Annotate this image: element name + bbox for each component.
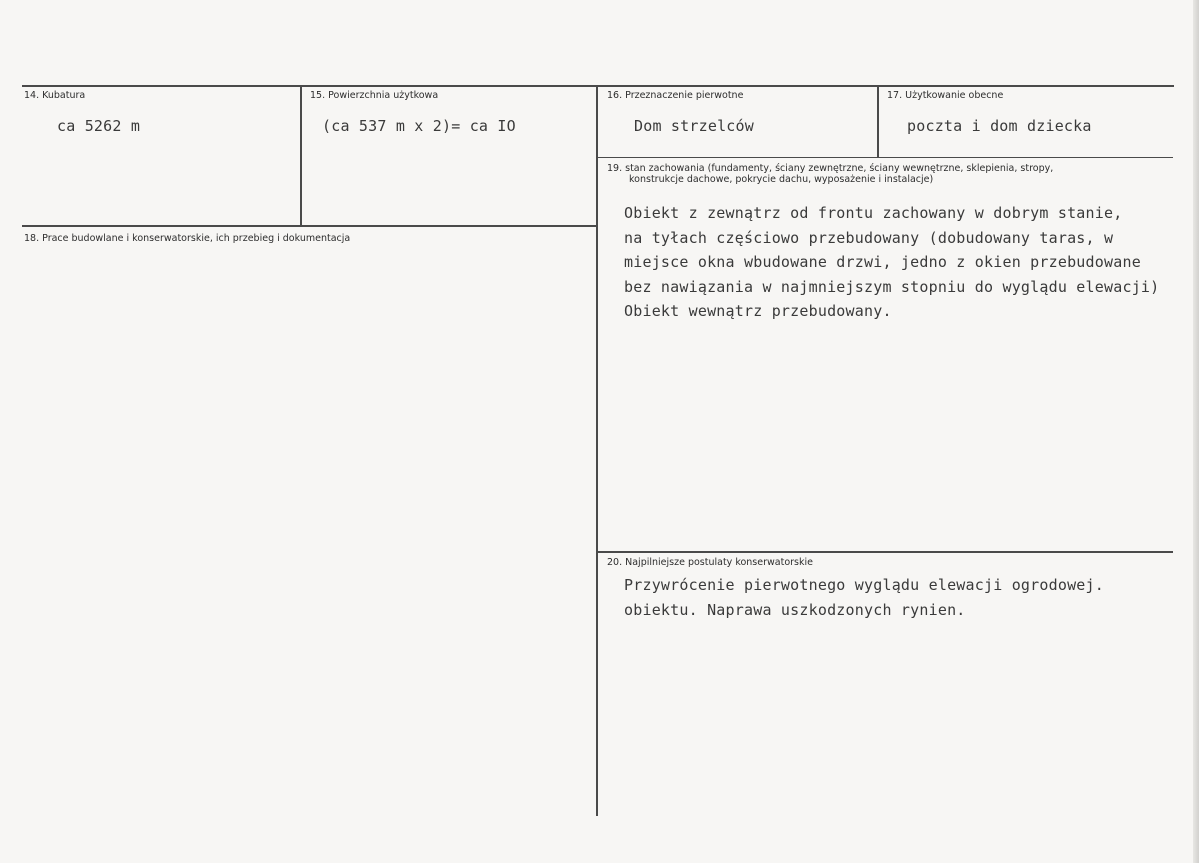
field-20-line: obiektu. Naprawa uszkodzonych rynien. [624,601,966,619]
field-19-line: Obiekt wewnątrz przebudowany. [624,302,892,320]
field-17-value: poczta i dom dziecka [907,117,1092,135]
field-15-label: 15. Powierzchnia użytkowa [310,90,439,101]
field-19-label-line1: 19. stan zachowania (fundamenty, ściany zewnętrzne, ściany wewnętrzne, sklepienia, stropy, [607,163,1054,174]
field-19-label-line2: konstrukcje dachowe, pokrycie dachu, wyposażenie i instalacje) [629,174,934,185]
field-20-line: Przywrócenie pierwotnego wyglądu elewacji ogrodowej. [624,576,1104,594]
divider-16-17 [877,86,879,158]
top-rule [22,85,1174,87]
main-divider [596,86,598,816]
field-16-value: Dom strzelców [634,117,754,135]
field-19-line: miejsce okna wbudowane drzwi, jedno z okien przebudowane [624,253,1141,271]
field-19-line: bez nawiązania w najmniejszym stopniu do wyglądu elewacji) [624,278,1160,296]
rule-under-16-17 [597,157,1173,158]
rule-under-14-15 [22,225,597,227]
field-14-value: ca 5262 m [57,117,141,135]
field-19-line: Obiekt z zewnątrz od frontu zachowany w dobrym stanie, [624,204,1123,222]
field-17-label: 17. Użytkowanie obecne [887,90,1004,101]
rule-above-20 [597,551,1173,553]
field-16-label: 16. Przeznaczenie pierwotne [607,90,744,101]
field-20-label: 20. Najpilniejsze postulaty konserwatorskie [607,557,813,568]
field-15-value: (ca 537 m x 2)= ca IO [322,117,516,135]
field-18-label: 18. Prace budowlane i konserwatorskie, ich przebieg i dokumentacja [24,233,351,244]
field-14-label: 14. Kubatura [24,90,86,101]
divider-14-15 [300,86,302,225]
field-19-line: na tyłach częściowo przebudowany (dobudowany taras, w [624,229,1114,247]
paper-edge-shadow [1193,0,1199,863]
